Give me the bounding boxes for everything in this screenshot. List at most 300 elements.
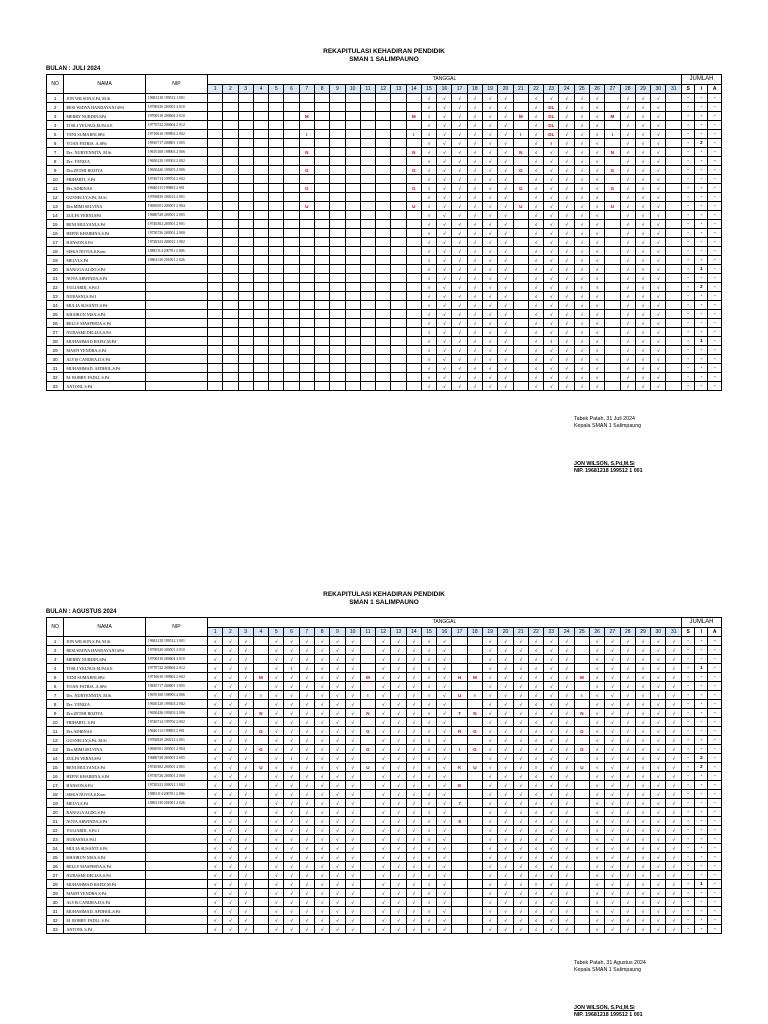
count-cell: - xyxy=(708,301,722,310)
attendance-cell xyxy=(574,637,589,646)
attendance-cell: √ xyxy=(238,808,253,817)
attendance-cell xyxy=(253,637,268,646)
attendance-cell: √ xyxy=(330,682,345,691)
attendance-cell: √ xyxy=(345,889,360,898)
attendance-cell: √ xyxy=(391,925,406,934)
attendance-cell xyxy=(406,328,421,337)
table-row xyxy=(47,700,722,709)
count-cell: - xyxy=(695,355,708,364)
attendance-cell: N xyxy=(513,148,528,157)
attendance-cell xyxy=(207,94,222,103)
attendance-cell xyxy=(452,907,467,916)
attendance-cell: √ xyxy=(421,184,436,193)
attendance-cell: √ xyxy=(238,682,253,691)
attendance-cell xyxy=(360,925,375,934)
attendance-cell: √ xyxy=(498,736,513,745)
attendance-cell: √ xyxy=(651,745,666,754)
attendance-cell xyxy=(207,148,222,157)
row-number: 23 xyxy=(47,835,64,844)
attendance-cell: √ xyxy=(544,718,559,727)
attendance-cell xyxy=(284,337,299,346)
attendance-cell: I xyxy=(528,763,543,772)
attendance-cell xyxy=(406,292,421,301)
row-number: 14 xyxy=(47,754,64,763)
attendance-cell: √ xyxy=(437,256,452,265)
count-cell: - xyxy=(682,772,695,781)
attendance-cell xyxy=(238,301,253,310)
attendance-cell: √ xyxy=(269,790,284,799)
count-cell: 2 xyxy=(695,283,708,292)
attendance-cell xyxy=(467,736,482,745)
attendance-cell xyxy=(223,292,238,301)
attendance-cell: √ xyxy=(513,871,528,880)
attendance-cell: √ xyxy=(223,700,238,709)
attendance-cell: √ xyxy=(452,337,467,346)
attendance-cell xyxy=(376,229,391,238)
attendance-cell: √ xyxy=(391,871,406,880)
attendance-cell xyxy=(376,130,391,139)
count-cell: - xyxy=(682,373,695,382)
day-header: 27 xyxy=(605,628,620,637)
attendance-cell: √ xyxy=(483,310,498,319)
attendance-cell: √ xyxy=(330,646,345,655)
count-cell: - xyxy=(708,664,722,673)
attendance-cell xyxy=(467,925,482,934)
attendance-cell: √ xyxy=(299,799,314,808)
attendance-cell: √ xyxy=(544,736,559,745)
attendance-cell xyxy=(330,112,345,121)
row-number: 29 xyxy=(47,889,64,898)
count-cell: - xyxy=(682,265,695,274)
attendance-cell xyxy=(605,364,620,373)
attendance-cell xyxy=(360,247,375,256)
row-number: 4 xyxy=(47,664,64,673)
table-row xyxy=(47,328,722,337)
attendance-cell xyxy=(513,229,528,238)
attendance-cell xyxy=(314,130,329,139)
attendance-cell xyxy=(223,229,238,238)
attendance-cell xyxy=(452,826,467,835)
attendance-cell: √ xyxy=(651,274,666,283)
attendance-cell: √ xyxy=(421,292,436,301)
count-cell: - xyxy=(695,202,708,211)
attendance-cell: √ xyxy=(238,637,253,646)
attendance-cell: √ xyxy=(651,202,666,211)
attendance-cell: √ xyxy=(437,835,452,844)
attendance-cell: √ xyxy=(314,727,329,736)
day-header: 17 xyxy=(452,85,467,94)
teacher-nip: 19681218 199512 1 001 xyxy=(145,637,207,646)
attendance-cell: √ xyxy=(513,799,528,808)
attendance-cell: √ xyxy=(483,211,498,220)
attendance-cell: √ xyxy=(376,727,391,736)
attendance-cell: √ xyxy=(544,319,559,328)
attendance-cell: √ xyxy=(207,709,222,718)
attendance-cell: √ xyxy=(421,220,436,229)
attendance-cell xyxy=(360,799,375,808)
attendance-cell xyxy=(513,274,528,283)
attendance-cell xyxy=(360,898,375,907)
count-cell: - xyxy=(708,121,722,130)
attendance-cell: I xyxy=(544,139,559,148)
attendance-cell xyxy=(666,157,682,166)
attendance-cell: √ xyxy=(498,175,513,184)
attendance-cell xyxy=(574,835,589,844)
report-title: REKAPITULASI KEHADIRAN PENDIDIK xyxy=(323,591,445,598)
attendance-cell xyxy=(314,292,329,301)
attendance-cell xyxy=(605,238,620,247)
header-s: S xyxy=(682,85,695,94)
attendance-cell: √ xyxy=(207,682,222,691)
count-cell: - xyxy=(695,853,708,862)
count-cell: - xyxy=(695,301,708,310)
attendance-cell xyxy=(314,121,329,130)
attendance-cell: √ xyxy=(421,700,436,709)
attendance-cell xyxy=(345,337,360,346)
attendance-cell xyxy=(284,310,299,319)
attendance-cell xyxy=(330,121,345,130)
attendance-cell xyxy=(207,364,222,373)
attendance-cell xyxy=(299,238,314,247)
attendance-cell xyxy=(406,382,421,391)
teacher-name: JON WILSON,S.Pd, M.Si xyxy=(64,637,146,646)
attendance-cell: √ xyxy=(391,655,406,664)
attendance-cell: √ xyxy=(544,826,559,835)
attendance-cell xyxy=(253,871,268,880)
count-cell: - xyxy=(682,862,695,871)
attendance-cell: √ xyxy=(284,727,299,736)
attendance-cell xyxy=(223,247,238,256)
attendance-cell xyxy=(345,229,360,238)
attendance-cell: √ xyxy=(559,175,574,184)
attendance-cell: √ xyxy=(299,907,314,916)
attendance-cell: √ xyxy=(421,799,436,808)
attendance-cell: √ xyxy=(559,880,574,889)
attendance-cell: √ xyxy=(559,736,574,745)
attendance-cell xyxy=(269,184,284,193)
attendance-cell xyxy=(253,310,268,319)
attendance-cell: √ xyxy=(559,790,574,799)
count-cell: - xyxy=(695,700,708,709)
teacher-name: FRIHARTI, S.Pd xyxy=(64,718,146,727)
attendance-cell: √ xyxy=(590,790,605,799)
attendance-cell xyxy=(467,808,482,817)
attendance-cell: √ xyxy=(314,880,329,889)
attendance-cell xyxy=(207,319,222,328)
attendance-cell: √ xyxy=(559,319,574,328)
teacher-name: MUHAMMAD HAFIZ,M.Pd xyxy=(64,337,146,346)
teacher-name: TOSLI YELNUS,M.Pd,S.E xyxy=(64,664,146,673)
attendance-cell: √ xyxy=(483,202,498,211)
count-cell: - xyxy=(695,655,708,664)
row-number: 24 xyxy=(47,844,64,853)
attendance-cell: √ xyxy=(528,790,543,799)
attendance-cell xyxy=(406,193,421,202)
attendance-cell: √ xyxy=(574,166,589,175)
attendance-cell xyxy=(376,202,391,211)
attendance-cell: K xyxy=(452,763,467,772)
attendance-cell: √ xyxy=(528,301,543,310)
attendance-cell xyxy=(360,808,375,817)
attendance-cell: √ xyxy=(666,898,682,907)
attendance-cell xyxy=(253,772,268,781)
attendance-cell xyxy=(406,229,421,238)
day-header: 24 xyxy=(559,85,574,94)
attendance-cell: √ xyxy=(314,898,329,907)
attendance-cell xyxy=(253,292,268,301)
count-cell: - xyxy=(708,139,722,148)
attendance-cell: √ xyxy=(605,763,620,772)
attendance-cell xyxy=(299,346,314,355)
attendance-cell xyxy=(345,247,360,256)
attendance-cell: √ xyxy=(590,112,605,121)
attendance-cell: √ xyxy=(437,772,452,781)
attendance-cell: √ xyxy=(590,256,605,265)
row-number: 28 xyxy=(47,337,64,346)
attendance-cell: √ xyxy=(651,175,666,184)
attendance-cell: √ xyxy=(620,265,635,274)
attendance-cell xyxy=(345,373,360,382)
attendance-cell: √ xyxy=(651,292,666,301)
table-row xyxy=(47,319,722,328)
attendance-cell: √ xyxy=(299,826,314,835)
attendance-cell: √ xyxy=(498,862,513,871)
attendance-cell: √ xyxy=(299,844,314,853)
teacher-name: Drs. YENIZA xyxy=(64,157,146,166)
teacher-nip xyxy=(145,871,207,880)
attendance-cell xyxy=(452,808,467,817)
row-number: 32 xyxy=(47,916,64,925)
count-cell: - xyxy=(708,166,722,175)
table-row xyxy=(47,745,722,754)
count-cell: - xyxy=(682,274,695,283)
day-header: 7 xyxy=(299,628,314,637)
attendance-cell xyxy=(391,337,406,346)
attendance-cell: √ xyxy=(483,112,498,121)
attendance-cell: √ xyxy=(513,745,528,754)
attendance-cell: √ xyxy=(498,382,513,391)
attendance-cell xyxy=(314,238,329,247)
table-row xyxy=(47,817,722,826)
attendance-cell: √ xyxy=(452,130,467,139)
attendance-cell: √ xyxy=(651,346,666,355)
attendance-cell xyxy=(284,184,299,193)
attendance-cell: √ xyxy=(620,319,635,328)
attendance-cell xyxy=(299,292,314,301)
attendance-cell xyxy=(574,664,589,673)
attendance-cell: √ xyxy=(421,655,436,664)
attendance-cell: √ xyxy=(651,229,666,238)
row-number: 21 xyxy=(47,817,64,826)
attendance-cell: √ xyxy=(620,754,635,763)
attendance-cell: √ xyxy=(620,925,635,934)
attendance-cell xyxy=(605,220,620,229)
attendance-cell: √ xyxy=(207,727,222,736)
attendance-cell: √ xyxy=(223,853,238,862)
teacher-name: ANTONI, S.Pd xyxy=(64,382,146,391)
attendance-cell xyxy=(253,238,268,247)
day-header: 4 xyxy=(253,85,268,94)
attendance-sheet-july xyxy=(46,48,722,391)
attendance-cell: √ xyxy=(590,637,605,646)
attendance-cell: √ xyxy=(345,646,360,655)
count-cell: - xyxy=(695,835,708,844)
attendance-cell xyxy=(574,880,589,889)
row-number: 22 xyxy=(47,283,64,292)
attendance-cell xyxy=(253,718,268,727)
count-cell: 2 xyxy=(695,754,708,763)
attendance-cell: √ xyxy=(544,646,559,655)
attendance-cell xyxy=(269,283,284,292)
attendance-cell: √ xyxy=(437,247,452,256)
attendance-cell xyxy=(299,364,314,373)
attendance-cell: N xyxy=(406,148,421,157)
attendance-cell: √ xyxy=(314,637,329,646)
attendance-cell: √ xyxy=(299,790,314,799)
count-cell: - xyxy=(695,166,708,175)
attendance-cell: √ xyxy=(635,292,650,301)
attendance-cell: √ xyxy=(452,328,467,337)
attendance-cell: √ xyxy=(559,682,574,691)
attendance-cell: √ xyxy=(528,691,543,700)
attendance-cell: √ xyxy=(574,112,589,121)
count-cell: - xyxy=(682,673,695,682)
attendance-cell: √ xyxy=(635,862,650,871)
attendance-cell: N xyxy=(605,148,620,157)
attendance-cell xyxy=(269,112,284,121)
attendance-cell: √ xyxy=(528,808,543,817)
attendance-cell xyxy=(391,112,406,121)
attendance-cell xyxy=(666,229,682,238)
attendance-cell: √ xyxy=(498,772,513,781)
attendance-cell xyxy=(314,175,329,184)
teacher-nip: 19790520 200501 2 010 xyxy=(145,646,207,655)
attendance-cell xyxy=(391,202,406,211)
attendance-cell: √ xyxy=(620,790,635,799)
count-cell: - xyxy=(682,754,695,763)
attendance-cell: √ xyxy=(223,682,238,691)
attendance-cell: √ xyxy=(269,808,284,817)
attendance-cell: √ xyxy=(498,727,513,736)
teacher-name: Drs.ADRINAS xyxy=(64,184,146,193)
attendance-cell xyxy=(513,211,528,220)
day-header: 25 xyxy=(574,628,589,637)
attendance-cell: √ xyxy=(483,853,498,862)
attendance-cell xyxy=(269,373,284,382)
table-row xyxy=(47,862,722,871)
attendance-cell: √ xyxy=(314,691,329,700)
attendance-cell xyxy=(391,247,406,256)
attendance-cell xyxy=(391,292,406,301)
attendance-cell xyxy=(207,274,222,283)
attendance-cell xyxy=(391,328,406,337)
count-cell: - xyxy=(682,745,695,754)
attendance-cell: √ xyxy=(498,664,513,673)
attendance-cell xyxy=(406,373,421,382)
attendance-cell: √ xyxy=(574,148,589,157)
attendance-cell: √ xyxy=(284,925,299,934)
attendance-cell: √ xyxy=(666,907,682,916)
attendance-cell: √ xyxy=(376,637,391,646)
attendance-cell: √ xyxy=(345,763,360,772)
attendance-cell: √ xyxy=(223,817,238,826)
teacher-name: M. ROBBY FADLI, S.Pd xyxy=(64,373,146,382)
attendance-cell: √ xyxy=(651,193,666,202)
teacher-name: Drs. NURYENNITA .M.Si xyxy=(64,691,146,700)
count-cell: - xyxy=(695,646,708,655)
attendance-cell: √ xyxy=(269,853,284,862)
attendance-cell xyxy=(207,382,222,391)
attendance-cell: √ xyxy=(421,148,436,157)
attendance-cell xyxy=(330,373,345,382)
count-cell: - xyxy=(682,157,695,166)
attendance-cell: √ xyxy=(559,862,574,871)
attendance-cell: √ xyxy=(651,265,666,274)
attendance-cell: √ xyxy=(574,193,589,202)
table-row xyxy=(47,301,722,310)
attendance-cell: √ xyxy=(467,130,482,139)
attendance-cell: √ xyxy=(666,772,682,781)
teacher-nip xyxy=(145,337,207,346)
attendance-cell xyxy=(376,364,391,373)
attendance-cell: √ xyxy=(559,799,574,808)
attendance-cell: √ xyxy=(437,346,452,355)
attendance-cell xyxy=(330,319,345,328)
attendance-cell xyxy=(330,364,345,373)
attendance-cell: √ xyxy=(528,265,543,274)
count-cell: - xyxy=(695,682,708,691)
attendance-cell xyxy=(360,826,375,835)
attendance-cell: √ xyxy=(605,790,620,799)
attendance-cell: √ xyxy=(421,808,436,817)
attendance-cell xyxy=(467,889,482,898)
attendance-cell: √ xyxy=(574,310,589,319)
attendance-cell: √ xyxy=(590,754,605,763)
attendance-cell xyxy=(253,202,268,211)
attendance-cell xyxy=(238,292,253,301)
count-cell: - xyxy=(682,301,695,310)
attendance-cell: √ xyxy=(559,211,574,220)
attendance-cell: √ xyxy=(207,835,222,844)
attendance-cell: √ xyxy=(421,355,436,364)
attendance-cell: √ xyxy=(528,247,543,256)
attendance-cell xyxy=(299,382,314,391)
attendance-cell: √ xyxy=(605,898,620,907)
attendance-cell: √ xyxy=(421,925,436,934)
row-number: 29 xyxy=(47,346,64,355)
count-cell: - xyxy=(708,355,722,364)
attendance-cell: √ xyxy=(559,637,574,646)
attendance-cell: √ xyxy=(635,310,650,319)
attendance-cell xyxy=(574,808,589,817)
count-cell: - xyxy=(682,682,695,691)
attendance-cell: √ xyxy=(483,871,498,880)
attendance-cell: √ xyxy=(314,781,329,790)
attendance-cell xyxy=(391,265,406,274)
attendance-cell: √ xyxy=(559,355,574,364)
attendance-cell: √ xyxy=(483,373,498,382)
teacher-nip: 19810717 200801 1 005 xyxy=(145,139,207,148)
attendance-cell xyxy=(345,328,360,337)
attendance-cell: √ xyxy=(666,889,682,898)
attendance-cell xyxy=(452,871,467,880)
attendance-cell: √ xyxy=(635,130,650,139)
attendance-cell: √ xyxy=(528,925,543,934)
attendance-cell: √ xyxy=(651,844,666,853)
attendance-cell: √ xyxy=(651,808,666,817)
attendance-cell: √ xyxy=(437,907,452,916)
count-cell: - xyxy=(695,103,708,112)
